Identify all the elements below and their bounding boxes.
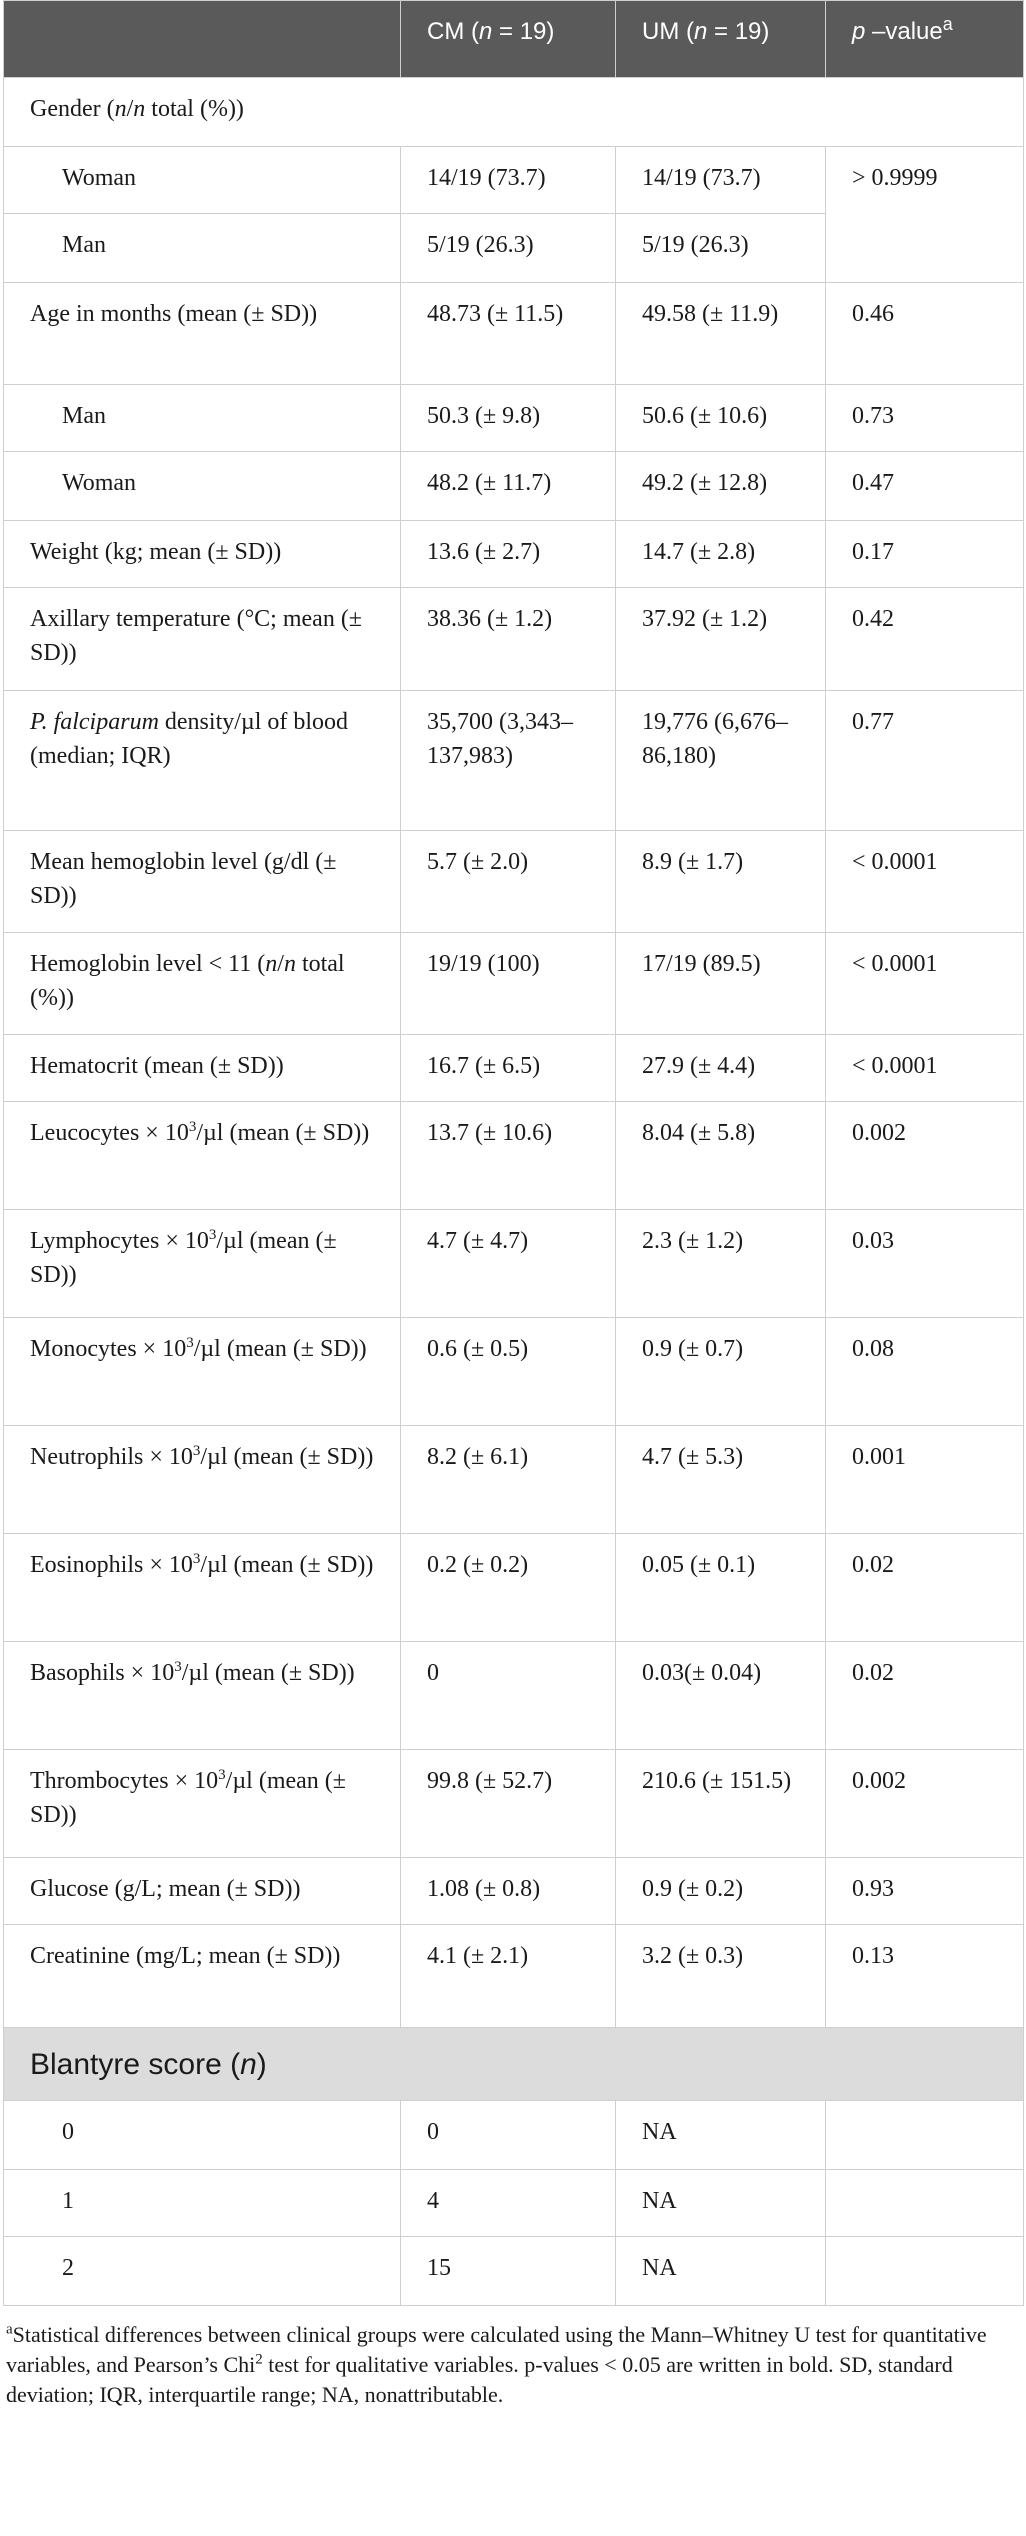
row-label: Hemoglobin level < 11 (n/n total (%)) <box>4 933 401 1035</box>
table-row <box>4 1102 1024 1210</box>
row-label: Eosinophils × $10^3/\mu l$ (mean (± SD)) <box>4 1534 401 1642</box>
p-value: 0.17 <box>826 521 1024 588</box>
table-row <box>4 1426 1024 1534</box>
cm-value: 8.2 (± 6.1) <box>401 1426 616 1534</box>
cm-value: 14/19 (73.7) <box>401 147 616 214</box>
p-value: < 0.0001 <box>826 933 1024 1035</box>
um-value: NA <box>616 2237 826 2306</box>
cm-value: 38.36 (± 1.2) <box>401 588 616 691</box>
row-label: Age in months (mean (± SD)) <box>4 283 401 385</box>
um-value: 0.05 (± 0.1) <box>616 1534 826 1642</box>
table-row <box>4 1750 1024 1858</box>
um-value: 19,776 (6,676– 86,180) <box>616 691 826 831</box>
table-row <box>4 452 1024 521</box>
row-label: Creatinine (mg/L; mean (± SD)) <box>4 1925 401 2028</box>
row-label: Basophils × $10^3/\mu l$ (mean (± SD)) <box>4 1642 401 1750</box>
row-label: Thrombocytes × $10^3/\mu l$ (mean (± SD)) <box>4 1750 401 1858</box>
cm-value: 4.7 (± 4.7) <box>401 1210 616 1318</box>
cm-value: 16.7 (± 6.5) <box>401 1035 616 1102</box>
cm-value: 0 <box>401 2101 616 2170</box>
cm-value: 0.6 (± 0.5) <box>401 1318 616 1426</box>
p-value: 0.02 <box>826 1534 1024 1642</box>
um-value: 14/19 (73.7) <box>616 147 826 214</box>
cm-value: 13.6 (± 2.7) <box>401 521 616 588</box>
cm-value: 5/19 (26.3) <box>401 214 616 283</box>
p-value: 0.77 <box>826 691 1024 831</box>
um-value: 27.9 (± 4.4) <box>616 1035 826 1102</box>
p-value: 0.73 <box>826 385 1024 452</box>
cm-value: 1.08 (± 0.8) <box>401 1858 616 1925</box>
row-label: Mean hemoglobin level (g/dl (± SD)) <box>4 831 401 933</box>
cm-value: 19/19 (100) <box>401 933 616 1035</box>
row-label: Axillary temperature (°C; mean (± SD)) <box>4 588 401 691</box>
um-value: 0.03(± 0.04) <box>616 1642 826 1750</box>
table-row <box>4 1858 1024 1925</box>
blantyre-section-header <box>4 2028 1024 2101</box>
row-label: Neutrophils × $10^3/\mu l$ (mean (± SD)) <box>4 1426 401 1534</box>
header-row <box>4 1 1024 78</box>
p-value: 0.13 <box>826 1925 1024 2028</box>
cm-value: 0 <box>401 1642 616 1750</box>
table-row <box>4 1925 1024 2028</box>
table-row <box>4 283 1024 385</box>
row-label: Glucose (g/L; mean (± SD)) <box>4 1858 401 1925</box>
table-row <box>4 831 1024 933</box>
table-row <box>4 147 1024 214</box>
table-row <box>4 933 1024 1035</box>
p-value <box>826 2101 1024 2170</box>
table-row <box>4 521 1024 588</box>
cm-value: 5.7 (± 2.0) <box>401 831 616 933</box>
um-value: 49.2 (± 12.8) <box>616 452 826 521</box>
um-value: 0.9 (± 0.2) <box>616 1858 826 1925</box>
header-p-value: p –value$^a$ <box>826 1 1024 78</box>
p-value: 0.02 <box>826 1642 1024 1750</box>
table-row <box>4 1035 1024 1102</box>
row-label: Lymphocytes × $10^3/\mu l$ (mean (± SD)) <box>4 1210 401 1318</box>
table-row <box>4 1210 1024 1318</box>
p-value: 0.47 <box>826 452 1024 521</box>
header-cm: CM (n = 19) <box>401 1 616 78</box>
cm-value: 0.2 (± 0.2) <box>401 1534 616 1642</box>
header-empty-cell <box>4 1 401 78</box>
p-value: < 0.0001 <box>826 1035 1024 1102</box>
p-value: 0.42 <box>826 588 1024 691</box>
row-label: Hematocrit (mean (± SD)) <box>4 1035 401 1102</box>
row-label: Man <box>4 214 401 283</box>
row-label: Monocytes × $10^3/\mu l$ (mean (± SD)) <box>4 1318 401 1426</box>
um-value: 50.6 (± 10.6) <box>616 385 826 452</box>
table-row <box>4 2170 1024 2237</box>
table-footnote: $^a$Statistical differences between clinical groups were calculated using the Mann–Whitney U test for quantitative variables, and Pearson’s Chi$^2$ test for qualitative variables. p-values < 0.05 are written in bold. SD, standard deviation; IQR, interquartile range; NA, nonattributable. <box>6 2321 987 2407</box>
p-value: < 0.0001 <box>826 831 1024 933</box>
cm-value: 15 <box>401 2237 616 2306</box>
table-row <box>4 385 1024 452</box>
um-value: 210.6 (± 151.5) <box>616 1750 826 1858</box>
um-value: 49.58 (± 11.9) <box>616 283 826 385</box>
cm-value: 35,700 (3,343– 137,983) <box>401 691 616 831</box>
um-value: 0.9 (± 0.7) <box>616 1318 826 1426</box>
um-value: 3.2 (± 0.3) <box>616 1925 826 2028</box>
um-value: 5/19 (26.3) <box>616 214 826 283</box>
cm-value: 4.1 (± 2.1) <box>401 1925 616 2028</box>
blantyre-title: Blantyre score (n) <box>4 2028 1024 2101</box>
row-label: P. falciparum density/µl of blood (median; IQR) <box>4 691 401 831</box>
um-value: 8.9 (± 1.7) <box>616 831 826 933</box>
row-label: Woman <box>4 452 401 521</box>
cm-value: 99.8 (± 52.7) <box>401 1750 616 1858</box>
row-label: Man <box>4 385 401 452</box>
p-value: 0.001 <box>826 1426 1024 1534</box>
cm-value: 48.2 (± 11.7) <box>401 452 616 521</box>
um-value: NA <box>616 2101 826 2170</box>
table-row <box>4 2237 1024 2306</box>
table-row <box>4 78 1024 147</box>
p-value: 0.08 <box>826 1318 1024 1426</box>
p-value: 0.002 <box>826 1750 1024 1858</box>
p-value: 0.93 <box>826 1858 1024 1925</box>
gender-heading: Gender (n/n total (%)) <box>4 78 1024 147</box>
p-value: 0.46 <box>826 283 1024 385</box>
table-row <box>4 691 1024 831</box>
table-row <box>4 1534 1024 1642</box>
footnote-marker: a <box>6 2321 13 2338</box>
blantyre-score: 2 <box>4 2237 401 2306</box>
clinical-characteristics-table <box>3 0 1024 2306</box>
row-label: Weight (kg; mean (± SD)) <box>4 521 401 588</box>
um-value: 17/19 (89.5) <box>616 933 826 1035</box>
p-value <box>826 2237 1024 2306</box>
header-um: UM (n = 19) <box>616 1 826 78</box>
um-value: 37.92 (± 1.2) <box>616 588 826 691</box>
cm-value: 48.73 (± 11.5) <box>401 283 616 385</box>
row-label: Leucocytes × $10^3/\mu l$ (mean (± SD)) <box>4 1102 401 1210</box>
table-row <box>4 1642 1024 1750</box>
row-label: Woman <box>4 147 401 214</box>
blantyre-score: 0 <box>4 2101 401 2170</box>
p-value: > 0.9999 <box>826 147 1024 283</box>
um-value: 8.04 (± 5.8) <box>616 1102 826 1210</box>
um-value: 2.3 (± 1.2) <box>616 1210 826 1318</box>
cm-value: 50.3 (± 9.8) <box>401 385 616 452</box>
um-value: NA <box>616 2170 826 2237</box>
table-row <box>4 588 1024 691</box>
p-value: 0.03 <box>826 1210 1024 1318</box>
p-value <box>826 2170 1024 2237</box>
um-value: 4.7 (± 5.3) <box>616 1426 826 1534</box>
blantyre-score: 1 <box>4 2170 401 2237</box>
cm-value: 13.7 (± 10.6) <box>401 1102 616 1210</box>
cm-value: 4 <box>401 2170 616 2237</box>
p-value: 0.002 <box>826 1102 1024 1210</box>
table-row <box>4 2101 1024 2170</box>
table-row <box>4 1318 1024 1426</box>
um-value: 14.7 (± 2.8) <box>616 521 826 588</box>
